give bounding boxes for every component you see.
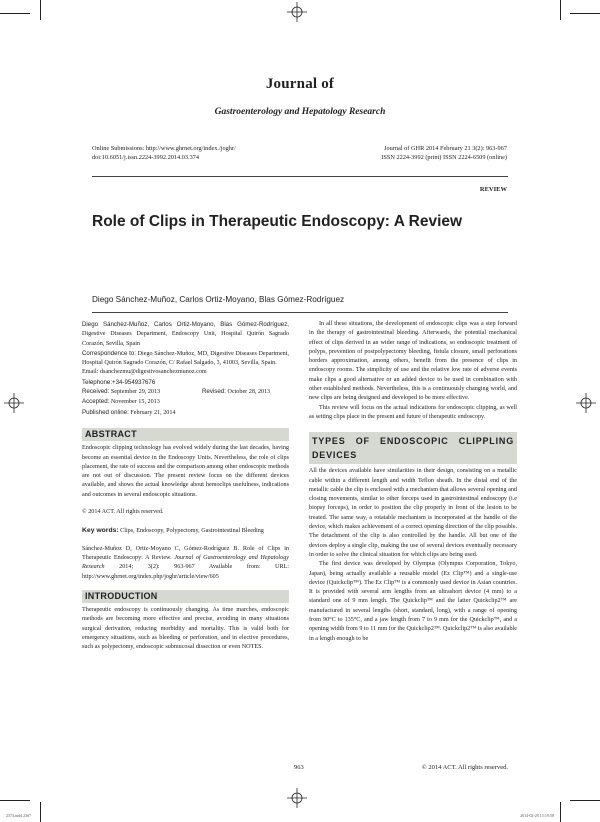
journal-subtitle: Gastroenterology and Hepatology Research (214, 107, 386, 117)
crop-mark-tl-v (40, 0, 41, 20)
published: Published online: February 21, 2014 (82, 408, 176, 416)
citation: Journal of GHR 2014 February 21 3(2): 963-967 (384, 145, 507, 152)
abstract-heading: ABSTRACT (82, 428, 289, 441)
keywords: Key words: Clips, Endoscopy, Polypectomy, Gastrointestinal Bleeding (82, 527, 264, 535)
intro-paragraph-2: This review will focus on the actual indications for endoscopic clipping, as well as setting clips place in the present and future of therapeutic endoscopy. (309, 404, 517, 420)
introduction-text: Therapeutic endoscopy is continuously changing. As time marches, endoscopic methods are becoming more effective and precise, avoiding in many situations surgical derivation, reducing morbidity and mortality. This is valid both for emergency situations, such as bleeding or perforation, and in elective procedures, such as polypectomy, endoscopic submucosal dissection or even NOTES. (82, 607, 289, 651)
online-submissions: Online Submissions: http://www.ghrnet.org/index./joghr/ (92, 145, 236, 152)
article-type: REVIEW (479, 186, 507, 193)
authors-rule (92, 312, 508, 313)
citation-text: Sánchez-Muñoz D, Ortiz-Moyano C, Gómez-Rodríguez B. Role of Clips in Therapeutic Endoscopy: A Review. Journal of Gastroenterology and Hepatology Research 2014; 3(2): 963-967 Available from: URL: http://www.ghrnet.org/index.php/joghr/article/view/605 (82, 545, 290, 580)
correspondence: Correspondence to: Diego Sánchez-Muñoz, MD, Digestive Diseases Department, Hospital Quirón Sagrado Corazón, C/ Rafael Salgado, 3, 41003, Sevilla, Spain. (82, 349, 289, 367)
intro-paragraph-1: In all these situations, the development of endoscopic clips was a step forward in the therapy of gastrointestinal bleeding. Afterwards, the potential mechanical effect of clips derived in an wider range of indications, so endoscopic treatment of polyps, prevention of postpolypectomy bleeding, fistula closure, small perforations borders approximation, among others, benefit from the presence of clips in endoscopy rooms. The simplicity of use and the relative low rate of adverse events make clips a good alternative or an added device to be used in combination with other established methods. Nevertheless, this is a continuously changing world, and new clips are being designed and developed to be more effective. (309, 321, 517, 402)
received-revised: Received: September 29, 2013 Revised: October 28, 2013 (82, 388, 271, 396)
registration-mark-bottom (287, 788, 307, 808)
abstract-text: Endoscopic clipping technology has evolved widely during the last decades, having become an essential device in the Endoscopy Units. Nevertheless, the role of clips placement, the rate of success and the comparison among other endoscopic methods are not out of discussion. The present review focus on the different devices available, and shows the actual knowledge about hemoclips usefulness, indications and outcomes in several endoscopic situations. (82, 445, 289, 498)
crop-mark-br-h (570, 800, 600, 801)
registration-mark-right (576, 393, 596, 413)
registration-mark-left (4, 393, 24, 413)
article-title: Role of Clips in Therapeutic Endoscopy: A Review (92, 213, 463, 230)
crop-mark-tr-h (570, 13, 600, 14)
telephone: Telephone:+34-954937676 (82, 378, 156, 386)
print-slug-right: 2014-02-20 15:19:58 (520, 813, 554, 818)
crop-mark-bl-h (0, 800, 30, 801)
print-slug-left: 2374.indd 2367 (6, 813, 32, 818)
types-heading: TYPES OF ENDOSCOPIC CLIPPLING DEVICES (309, 432, 517, 464)
email: Email: dsanchezmu@digestivosanchezmunoz.com (82, 369, 207, 376)
journal-meta-right (381, 144, 507, 162)
left-column (82, 320, 289, 653)
types-paragraph-1: All the devices available have similarities in their design, consisting on a metallic cable within a different length and width Teflon sheath. In the distal end of the metallic cable the clip is enclosed with a mechanism that allows several opening and closing movements, similar to other forceps used in gastrointestinal endoscopy (i.e biopsy forceps), in order to position the clip properly in front of the lesion to be treated. The same way, a rotatable mechanism is incorporated at the handle of the device, which makes achievement of a correct opening direction of the clip possible. The detachment of the clip is also controlled by the handle. All but one of the devices deploy a single clip, making the use of several devices eventually necessary in order to solve the clinical situation for which clips are being used. (309, 468, 517, 558)
crop-mark-tr-v (560, 0, 561, 20)
journal-meta-left (92, 144, 236, 162)
registration-mark-top (287, 2, 307, 22)
crop-mark-br-v (560, 802, 561, 822)
crop-mark-tl-h (0, 13, 30, 14)
accepted: Accepted: November 15, 2013 (82, 398, 160, 406)
article-authors: Diego Sánchez-Muñoz, Carlos Ortiz-Moyano, Blas Gómez-Rodríguez (92, 295, 345, 304)
issn: ISSN 2224-3992 (print) ISSN 2224-6509 (online) (381, 154, 507, 161)
abstract-copyright: © 2014 ACT. All rights reserved. (82, 509, 164, 516)
footer-copyright: © 2014 ACT. All rights reserved. (421, 764, 508, 771)
types-paragraph-2: The first device was developed by Olympus (Olympus Corporation, Tokyo, Japan), being actually available a reusable model (Ez Clip™) and a single-use device (Quickclip™). The Ez Clip™ is a commonly used device in Asian countries. It is provided with several arm lengths from an ultrashort device (4 mm) to a standard one of 9 mm length. The Quickclip™ and the latter Quickclip2™ are manufactured in several lengths (short, standard, long), with a range of opening from 90°C to 135°C, and a jaw length from 7 to 9 mm for the Quickclip™, and a opening width from 9 to 11 mm for the Quickclip2™. Quickclip2™ is also available in a length enough to be (309, 561, 517, 642)
right-column (309, 320, 517, 644)
journal-title: Journal of (265, 76, 335, 92)
page-number: 963 (294, 764, 304, 771)
affiliation: Diego Sánchez-Muñoz, Carlos Ortiz-Moyano, Blas Gómez-Rodríguez, Digestive Diseases Department, Endoscopy Unit, Hospital Quirón Sagrado Corazón, Sevilla, Spain (82, 321, 289, 347)
crop-mark-bl-v (40, 802, 41, 822)
header-rule (92, 176, 508, 177)
introduction-heading: INTRODUCTION (82, 590, 289, 603)
doi: doi:10.6051/j.issn.2224-3992.2014.03.374 (92, 154, 200, 161)
